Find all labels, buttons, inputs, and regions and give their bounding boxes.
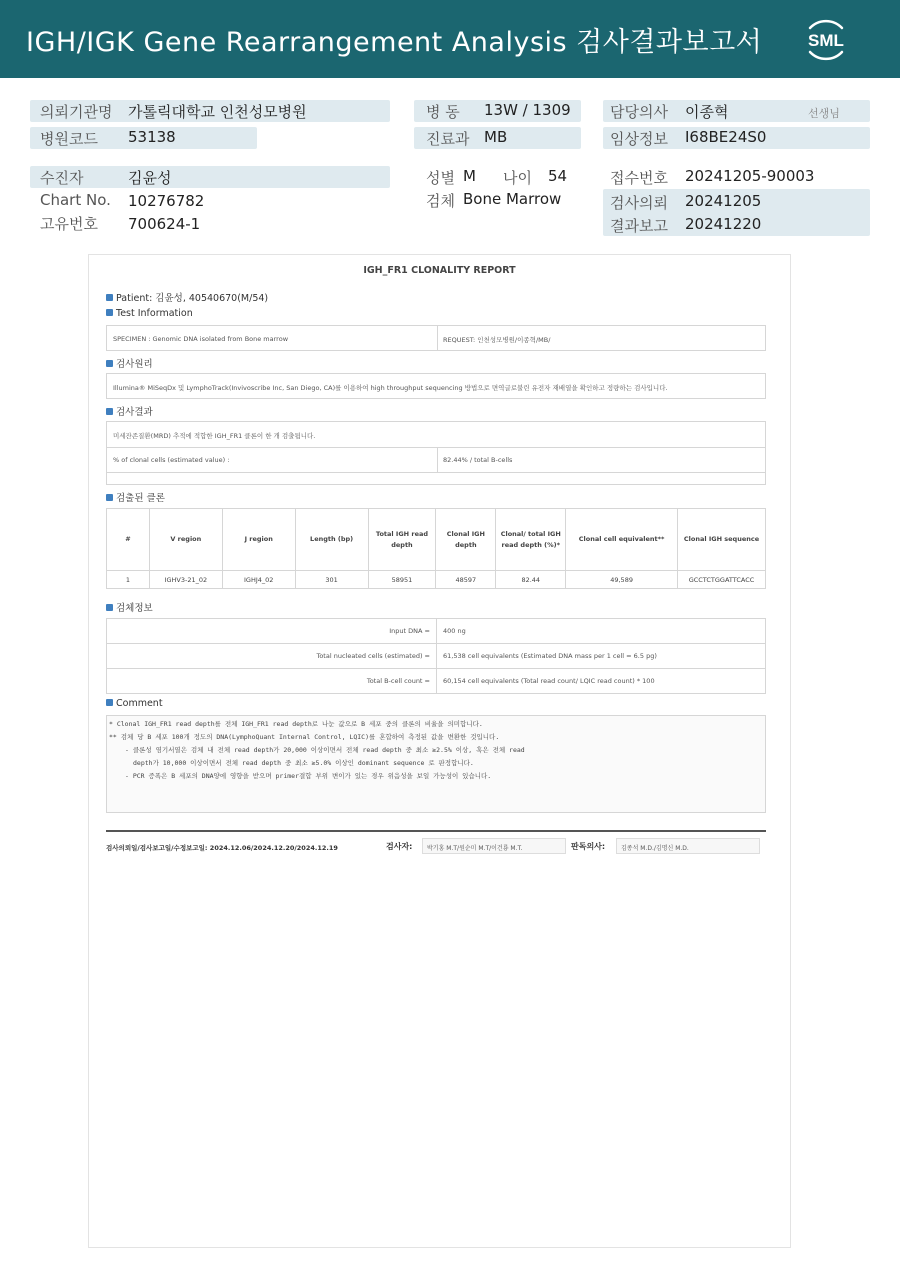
sml-logo bbox=[800, 14, 852, 66]
sample-key: Input DNA = bbox=[107, 619, 437, 644]
clonal-label: % of clonal cells (estimated value) : bbox=[113, 456, 230, 464]
dates-text bbox=[106, 843, 338, 852]
comment-box bbox=[106, 715, 766, 813]
sample-heading-text: 검체정보 bbox=[116, 603, 153, 614]
col-header: Length (bp) bbox=[295, 509, 368, 571]
bullet-icon bbox=[106, 360, 113, 367]
clinical-label: 임상정보 bbox=[610, 130, 668, 148]
age-label: 나이 bbox=[503, 169, 532, 187]
dept-label: 진료과 bbox=[426, 130, 470, 148]
report-date-label: 결과보고 bbox=[610, 217, 668, 235]
principle-box bbox=[106, 373, 766, 399]
receipt-value: 20241205-90003 bbox=[685, 167, 815, 185]
ward-value: 13W / 1309 bbox=[484, 101, 571, 119]
principle-heading-text: 검사원리 bbox=[116, 359, 153, 370]
specimen-value: Bone Marrow bbox=[463, 190, 562, 208]
request-text: REQUEST: 인천성모병원/이종혁/MB/ bbox=[443, 336, 551, 344]
table-cell: 48597 bbox=[436, 571, 496, 589]
comment-heading-text: Comment bbox=[116, 698, 163, 709]
table-row bbox=[107, 644, 766, 669]
doctor-suffix: 선생님 bbox=[808, 107, 840, 120]
bullet-icon bbox=[106, 309, 113, 316]
table-row bbox=[107, 669, 766, 694]
table-cell: IGHV3-21_02 bbox=[149, 571, 222, 589]
clone-table bbox=[106, 508, 766, 589]
reader-box: 김종석 M.D./김명신 M.D. bbox=[616, 838, 760, 854]
principle-heading bbox=[106, 356, 153, 370]
tester-box: 박기홍 M.T/원순미 M.T/이건룡 M.T. bbox=[422, 838, 566, 854]
clones-heading bbox=[106, 490, 165, 504]
tester-label-text: 검사자: bbox=[386, 842, 413, 851]
unique-value: 700624-1 bbox=[128, 215, 201, 233]
doctor-value: 이종혁 bbox=[685, 103, 729, 121]
header-bar bbox=[0, 0, 900, 78]
comment-line: - 클론성 염기서열은 검체 내 전체 read depth가 20,000 이상이면서 전체 read depth 중 최소 ≥2.5% 이상, 혹은 전체 read bbox=[125, 746, 525, 754]
divider bbox=[107, 472, 765, 473]
bullet-icon bbox=[106, 494, 113, 501]
table-cell: 1 bbox=[107, 571, 150, 589]
col-header: J region bbox=[222, 509, 295, 571]
table-cell: 49,589 bbox=[566, 571, 678, 589]
ward-label: 병 동 bbox=[426, 103, 460, 121]
tester-label bbox=[386, 841, 412, 852]
specimen-text: SPECIMEN : Genomic DNA isolated from Bone marrow bbox=[113, 335, 289, 343]
info-bar-patient bbox=[30, 166, 390, 188]
bullet-icon bbox=[106, 604, 113, 611]
clinical-value: I68BE24S0 bbox=[685, 128, 767, 146]
principle-text: Illumina® MiSeqDx 및 LymphoTrack(Invivoscribe Inc, San Diego, CA)를 이용하여 high throughput sequencing 방법으로 면역글로불린 유전자 재배열을 확인하고 정량하는 검사입니다. bbox=[113, 384, 668, 392]
result-heading bbox=[106, 404, 153, 418]
specimen-label: 검체 bbox=[426, 192, 455, 210]
page-title: IGH/IGK Gene Rearrangement Analysis 검사결과보고서 bbox=[26, 27, 763, 58]
table-cell: GCCTCTGGATTCACC bbox=[678, 571, 766, 589]
institution-label: 의뢰기관명 bbox=[40, 103, 113, 121]
chart-value: 10276782 bbox=[128, 192, 205, 210]
table-row bbox=[107, 571, 766, 589]
bullet-icon bbox=[106, 699, 113, 706]
clone-table-header-row bbox=[107, 509, 766, 571]
col-header: V region bbox=[149, 509, 222, 571]
col-header: Clonal IGH sequence bbox=[678, 509, 766, 571]
dept-value: MB bbox=[484, 128, 508, 146]
hospital-code-label: 병원코드 bbox=[40, 130, 98, 148]
age-value: 54 bbox=[548, 167, 568, 185]
test-info-heading bbox=[106, 308, 193, 319]
patient-value: 김윤성 bbox=[128, 169, 172, 187]
result-text: 미세잔존질환(MRD) 추적에 적합한 IGH_FR1 클론이 한 개 검출됩니다. bbox=[113, 432, 316, 440]
comment-line: ** 검체 당 B 세포 100개 정도의 DNA(LymphoQuant Internal Control, LQIC)를 혼합하여 측정된 값을 변환한 것입니다. bbox=[109, 733, 500, 741]
bullet-icon bbox=[106, 408, 113, 415]
dates-text-value: 검사의뢰일/검사보고일/수정보고일: 2024.12.06/2024.12.20/2024.12.19 bbox=[106, 844, 338, 852]
sample-value: 400 ng bbox=[437, 619, 766, 644]
divider bbox=[107, 447, 765, 448]
patient-line-text: Patient: 김윤성, 40540670(M/54) bbox=[116, 293, 269, 304]
bullet-icon bbox=[106, 294, 113, 301]
result-box bbox=[106, 421, 766, 485]
divider bbox=[437, 447, 438, 472]
hospital-code-value: 53138 bbox=[128, 128, 176, 146]
chart-label: Chart No. bbox=[40, 191, 111, 209]
report-title: IGH_FR1 CLONALITY REPORT bbox=[363, 265, 516, 276]
institution-value: 가톨릭대학교 인천성모병원 bbox=[128, 103, 307, 121]
request-label: 검사의뢰 bbox=[610, 194, 668, 212]
col-header: Clonal IGH depth bbox=[436, 509, 496, 571]
receipt-label: 접수번호 bbox=[610, 169, 668, 187]
comment-line: - PCR 증폭은 B 세포의 DNA양에 영향을 받으며 primer결합 부위 변이가 있는 경우 위음성을 보일 가능성이 있습니다. bbox=[125, 772, 492, 780]
reader-label-text: 판독의사: bbox=[571, 842, 606, 851]
divider bbox=[437, 326, 438, 350]
clonal-value: 82.44% / total B-cells bbox=[443, 456, 513, 464]
sample-key: Total B-cell count = bbox=[107, 669, 437, 694]
patient-line bbox=[106, 290, 268, 304]
table-cell: IGHJ4_02 bbox=[222, 571, 295, 589]
sex-value: M bbox=[463, 167, 476, 185]
logo-text: SML bbox=[808, 31, 844, 50]
sample-key: Total nucleated cells (estimated) = bbox=[107, 644, 437, 669]
comment-heading bbox=[106, 698, 163, 709]
doctor-label: 담당의사 bbox=[610, 103, 668, 121]
sample-table bbox=[106, 618, 766, 694]
sample-value: 60,154 cell equivalents (Total read count/ LQIC read count) * 100 bbox=[437, 669, 766, 694]
table-cell: 82.44 bbox=[496, 571, 566, 589]
result-heading-text: 검사결과 bbox=[116, 407, 153, 418]
table-row bbox=[107, 619, 766, 644]
col-header: # bbox=[107, 509, 150, 571]
patient-label: 수진자 bbox=[40, 169, 84, 187]
signature-divider bbox=[106, 830, 766, 832]
sample-value: 61,538 cell equivalents (Estimated DNA mass per 1 cell = 6.5 pg) bbox=[437, 644, 766, 669]
comment-line: * Clonal IGH_FR1 read depth를 전체 IGH_FR1 read depth로 나눈 값으로 B 세포 중의 클론의 비율을 의미합니다. bbox=[109, 720, 483, 728]
clones-heading-text: 검출된 클론 bbox=[116, 493, 165, 504]
sex-label: 성별 bbox=[426, 169, 455, 187]
table-cell: 301 bbox=[295, 571, 368, 589]
test-info-box bbox=[106, 325, 766, 351]
col-header: Clonal cell equivalent** bbox=[566, 509, 678, 571]
reader-label bbox=[571, 841, 605, 852]
col-header: Total IGH read depth bbox=[368, 509, 436, 571]
test-info-heading-text: Test Information bbox=[116, 308, 193, 319]
col-header: Clonal/ total IGH read depth (%)* bbox=[496, 509, 566, 571]
comment-line: depth가 10,000 이상이면서 전체 read depth 중 최소 ≥5.0% 이상인 dominant sequence 로 판정합니다. bbox=[133, 759, 474, 767]
sample-heading bbox=[106, 600, 153, 614]
sml-logo-icon bbox=[800, 14, 852, 66]
request-value: 20241205 bbox=[685, 192, 762, 210]
report-date-value: 20241220 bbox=[685, 215, 762, 233]
report-paper bbox=[88, 254, 791, 1248]
table-cell: 58951 bbox=[368, 571, 436, 589]
unique-label: 고유번호 bbox=[40, 215, 98, 233]
